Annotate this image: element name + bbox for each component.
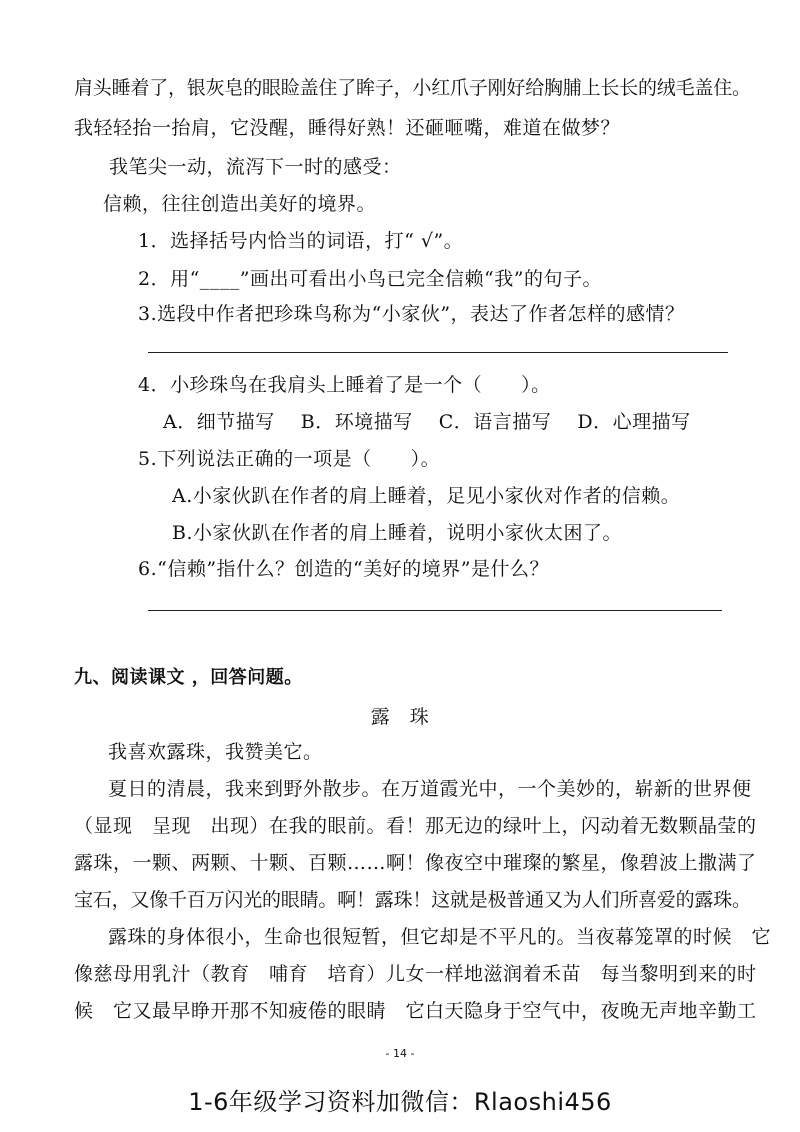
section-heading: 九、阅读课文 ，回答问题。 (74, 667, 303, 688)
question-2: 2．用“____”画出可看出小鸟已完全信赖“我”的句子。 (138, 268, 602, 290)
continuation-line-2: 我轻轻抬一抬肩，它没醒，睡得好熟！还砸咂嘴，难道在做梦？ (74, 117, 621, 139)
passage-paragraph-3-line-3: 候 它又最早睁开那不知疲倦的眼睛 它白天隐身于空气中，夜晚无声地辛勤工 (74, 1000, 757, 1022)
passage-paragraph-2-line-3: 露珠，一颗、两颗、十颗、百颗……啊！像夜空中璀璨的繁星，像碧波上撒满了 (74, 852, 757, 874)
question-5-option-a: A.小家伙趴在作者的肩上睡着，足见小家伙对作者的信赖。 (172, 485, 681, 507)
answer-line-q6[interactable] (148, 610, 722, 611)
passage-paragraph-3-line-1: 露珠的身体很小，生命也很短暂，但它却是不平凡的。当夜幕笼罩的时候 它 (108, 926, 772, 948)
answer-line-q3[interactable] (148, 352, 728, 353)
footer-contact: 1-6年级学习资料加微信：Rlaoshi456 (188, 1088, 612, 1116)
continuation-line-3: 我笔尖一动，流泻下一时的感受： (109, 156, 402, 178)
question-5: 5.下列说法正确的一项是（ ）。 (138, 448, 441, 470)
passage-paragraph-2-line-2: （显现 呈现 出现）在我的眼前。看！那无边的绿叶上，闪动着无数颗晶莹的 (74, 815, 757, 837)
passage-paragraph-1: 我喜欢露珠，我赞美它。 (108, 741, 323, 763)
continuation-line-1: 肩头睡着了，银灰皂的眼睑盖住了眸子，小红爪子刚好给胸脯上长长的绒毛盖住。 (74, 77, 751, 99)
question-1: 1．选择括号内恰当的词语，打“ √”。 (138, 230, 464, 252)
page-number: - 14 - (385, 1047, 415, 1060)
passage-title: 露 珠 (370, 706, 430, 728)
question-4-options: A．细节描写 B．环境描写 C．语言描写 D．心理描写 (163, 411, 691, 433)
continuation-line-4: 信赖，往往创造出美好的境界。 (103, 193, 377, 215)
passage-paragraph-2-line-4: 宝石，又像千百万闪光的眼睛。啊！露珠！这就是极普通又为人们所喜爱的露珠。 (74, 889, 751, 911)
passage-paragraph-2-line-1: 夏日的清晨，我来到野外散步。在万道霞光中，一个美妙的，崭新的世界便 (108, 778, 752, 800)
question-5-option-b: B.小家伙趴在作者的肩上睡着，说明小家伙太困了。 (172, 522, 623, 544)
question-4: 4．小珍珠鸟在我肩头上睡着了是一个（ ）。 (138, 374, 551, 396)
question-3: 3.选段中作者把珍珠鸟称为“小家伙”，表达了作者怎样的感情？ (138, 303, 685, 325)
passage-paragraph-3-line-2: 像慈母用乳汁（教育 哺育 培育）儿女一样地滋润着禾苗 每当黎明到来的时 (74, 963, 757, 985)
question-6: 6.“信赖”指什么？创造的“美好的境界”是什么？ (138, 558, 549, 580)
